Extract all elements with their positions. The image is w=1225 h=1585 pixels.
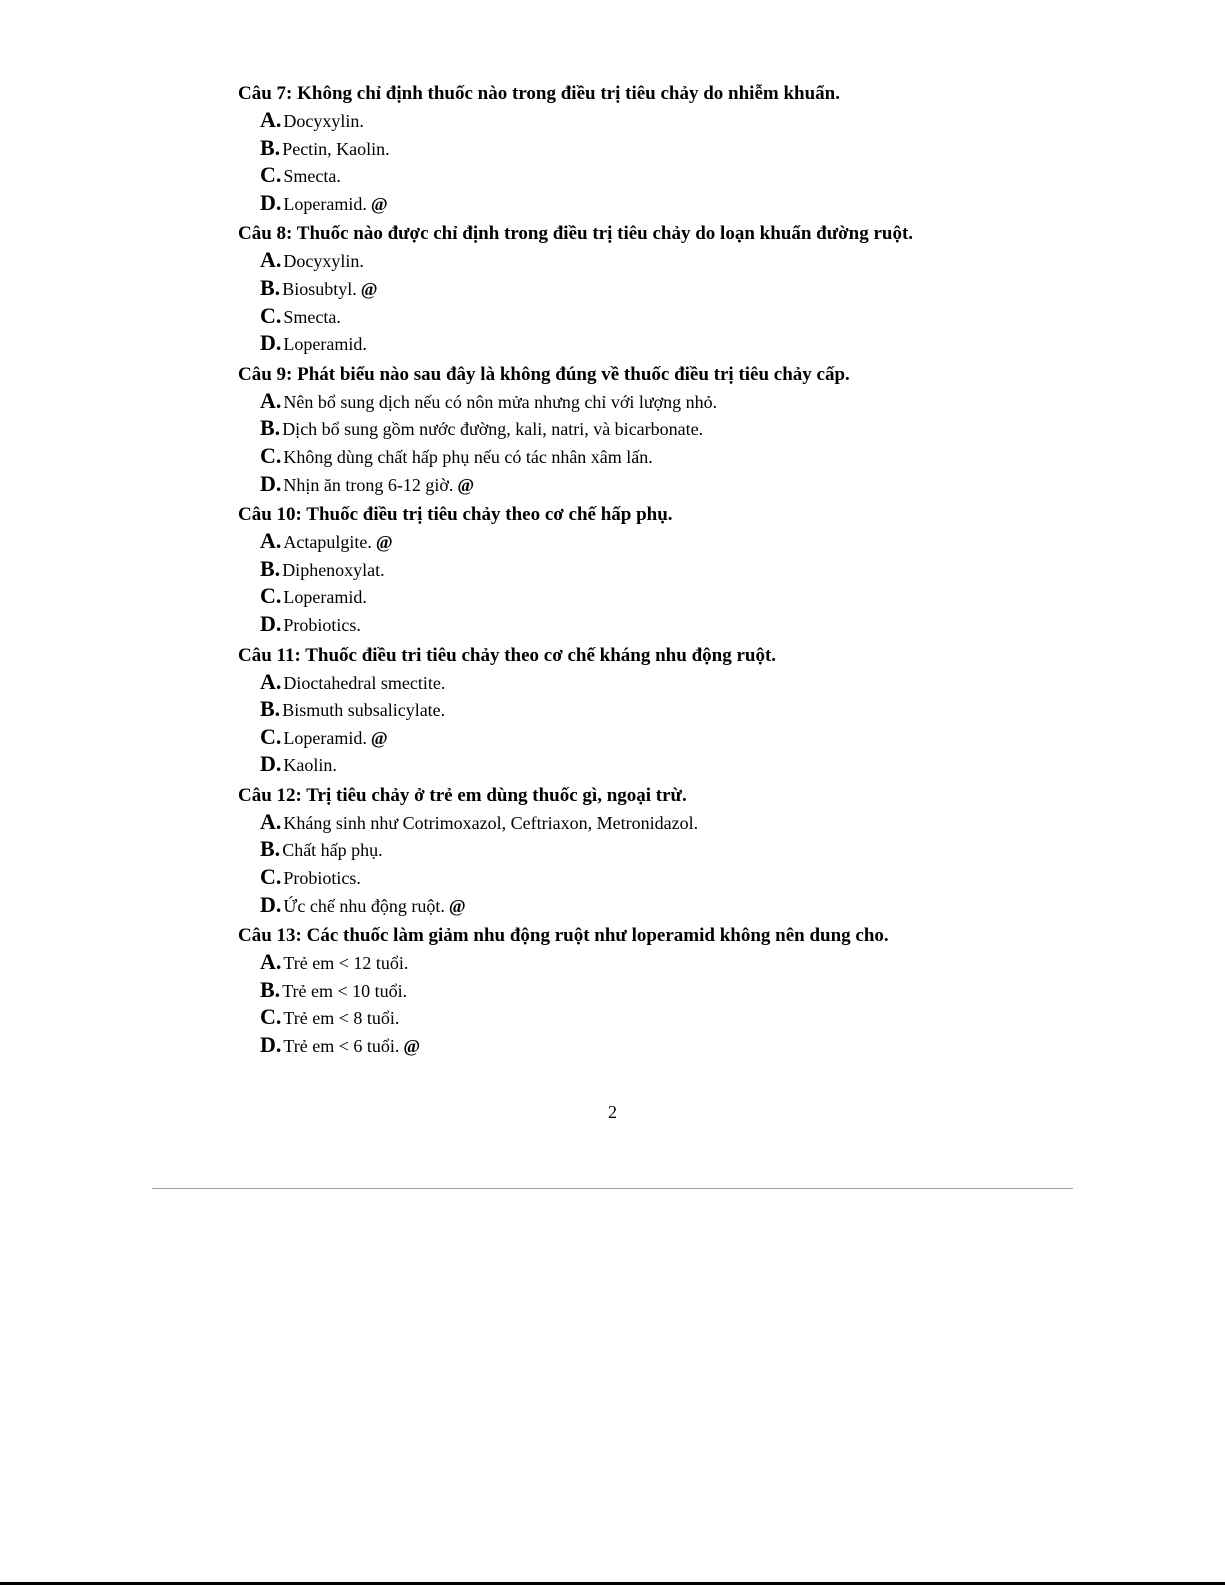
option-text: Probiotics. (283, 614, 361, 635)
option-letter: D. (260, 189, 282, 215)
option-text: Nhịn ăn trong 6-12 giờ. (283, 474, 454, 495)
question-title: Câu 13: Các thuốc làm giảm nhu động ruột như loperamid không nên dung cho. (238, 925, 889, 947)
option-text: Actapulgite. (283, 532, 372, 553)
option-text: Loperamid. (283, 727, 367, 748)
option-letter: C. (260, 864, 282, 890)
option-letter: B. (260, 836, 281, 862)
option-text: Pectin, Kaolin. (282, 138, 390, 159)
answer-option (260, 329, 1138, 357)
question-block (238, 363, 1138, 497)
option-letter: D. (260, 470, 282, 496)
option-text: Chất hấp phụ. (282, 840, 383, 861)
option-text: Trẻ em < 10 tuổi. (282, 980, 408, 1001)
option-text: Docyxylin. (283, 111, 364, 131)
answer-option (260, 668, 1138, 696)
correct-answer-mark: @ (370, 727, 388, 748)
option-letter: D. (260, 891, 282, 917)
option-letter: A. (260, 387, 282, 413)
option-text: Nên bổ sung dịch nếu có nôn mửa nhưng chỉ với lượng nhỏ. (283, 391, 718, 412)
option-text: Ức chế nhu động ruột. (283, 895, 445, 916)
option-letter: B. (260, 274, 281, 300)
question-title: Câu 8: Thuốc nào được chỉ định trong điều trị tiêu chảy do loạn khuẩn đường ruột. (238, 223, 914, 245)
option-letter: A. (260, 107, 282, 132)
question-block (238, 924, 1138, 1058)
option-text: Loperamid. (283, 334, 367, 355)
option-text: Kaolin. (283, 755, 337, 776)
option-text: Docyxylin. (283, 251, 364, 272)
question-title: Câu 10: Thuốc điều trị tiêu chảy theo cơ chế hấp phụ. (238, 504, 673, 526)
answer-option (260, 161, 1138, 189)
option-letter: C. (260, 442, 282, 468)
question-block (238, 784, 1138, 918)
option-letter: B. (260, 555, 281, 581)
option-letter: C. (260, 723, 282, 749)
answer-option (260, 387, 1138, 415)
option-letter: A. (260, 528, 282, 554)
answer-option (260, 134, 1138, 162)
answer-option (260, 1031, 1138, 1059)
option-text: Diphenoxylat. (282, 559, 385, 580)
question-title: Câu 12: Trị tiêu chảy ở trẻ em dùng thuốc gì, ngoại trừ. (238, 784, 687, 806)
option-letter: B. (260, 696, 281, 722)
option-letter: C. (260, 162, 282, 188)
page-divider (152, 1188, 1073, 1189)
option-letter: B. (260, 415, 281, 441)
answer-option (260, 442, 1138, 470)
answer-option (260, 470, 1138, 498)
answer-option (260, 555, 1138, 583)
answer-option (260, 948, 1138, 976)
correct-answer-mark: @ (457, 474, 475, 495)
answer-option (260, 527, 1138, 555)
correct-answer-mark: @ (360, 278, 378, 299)
option-text: Smecta. (283, 306, 341, 327)
option-text: Smecta. (283, 166, 341, 187)
option-letter: D. (260, 610, 282, 636)
option-text: Dioctahedral smectite. (283, 672, 446, 693)
answer-option (260, 302, 1138, 330)
correct-answer-mark: @ (403, 1036, 421, 1057)
question-title: Câu 11: Thuốc điều tri tiêu chảy theo cơ chế kháng nhu động ruột. (238, 644, 777, 666)
option-text: Kháng sinh như Cotrimoxazol, Ceftriaxon, Metronidazol. (283, 812, 699, 833)
question-block (238, 503, 1138, 637)
answer-option (260, 1003, 1138, 1031)
question-title: Câu 7: Không chỉ định thuốc nào trong điều trị tiêu chảy do nhiễm khuẩn. (238, 83, 840, 104)
answer-option (260, 189, 1138, 217)
option-text: Loperamid. (283, 587, 367, 608)
answer-option (260, 246, 1138, 274)
option-text: Trẻ em < 8 tuổi. (283, 1008, 400, 1029)
answer-option (260, 808, 1138, 836)
answer-option (260, 750, 1138, 778)
option-text: Probiotics. (283, 868, 361, 889)
question-list (238, 82, 1138, 1065)
option-letter: D. (260, 751, 282, 777)
answer-option (260, 723, 1138, 751)
option-text: Biosubtyl. (282, 278, 357, 299)
answer-option (260, 695, 1138, 723)
option-letter: B. (260, 134, 281, 160)
question-title: Câu 9: Phát biểu nào sau đây là không đúng về thuốc điều trị tiêu chảy cấp. (238, 363, 850, 385)
option-text: Trẻ em < 12 tuổi. (283, 953, 409, 974)
question-block (238, 222, 1138, 356)
option-text: Bismuth subsalicylate. (282, 700, 446, 721)
answer-option (260, 835, 1138, 863)
answer-option (260, 976, 1138, 1004)
answer-option (260, 414, 1138, 442)
answer-option (260, 582, 1138, 610)
option-letter: D. (260, 330, 282, 356)
correct-answer-mark: @ (448, 895, 466, 916)
option-letter: C. (260, 1004, 282, 1030)
option-letter: A. (260, 247, 282, 273)
option-letter: B. (260, 976, 281, 1002)
option-letter: C. (260, 302, 282, 328)
option-text: Không dùng chất hấp phụ nếu có tác nhân xâm lấn. (283, 446, 653, 467)
answer-option (260, 891, 1138, 919)
question-block (238, 644, 1138, 778)
option-letter: A. (260, 668, 282, 694)
answer-option (260, 863, 1138, 891)
option-letter: C. (260, 583, 282, 609)
answer-option (260, 274, 1138, 302)
question-block (238, 82, 1138, 216)
option-letter: A. (260, 949, 282, 975)
option-text: Dịch bổ sung gồm nước đường, kali, natri, và bicarbonate. (282, 419, 704, 440)
answer-option (260, 106, 1138, 134)
correct-answer-mark: @ (370, 193, 388, 214)
page-number: 2 (608, 1102, 617, 1122)
option-text: Loperamid. (283, 193, 367, 214)
option-text: Trẻ em < 6 tuổi. (283, 1036, 400, 1057)
option-letter: A. (260, 808, 282, 834)
correct-answer-mark: @ (375, 532, 393, 553)
option-letter: D. (260, 1032, 282, 1058)
answer-option (260, 610, 1138, 638)
